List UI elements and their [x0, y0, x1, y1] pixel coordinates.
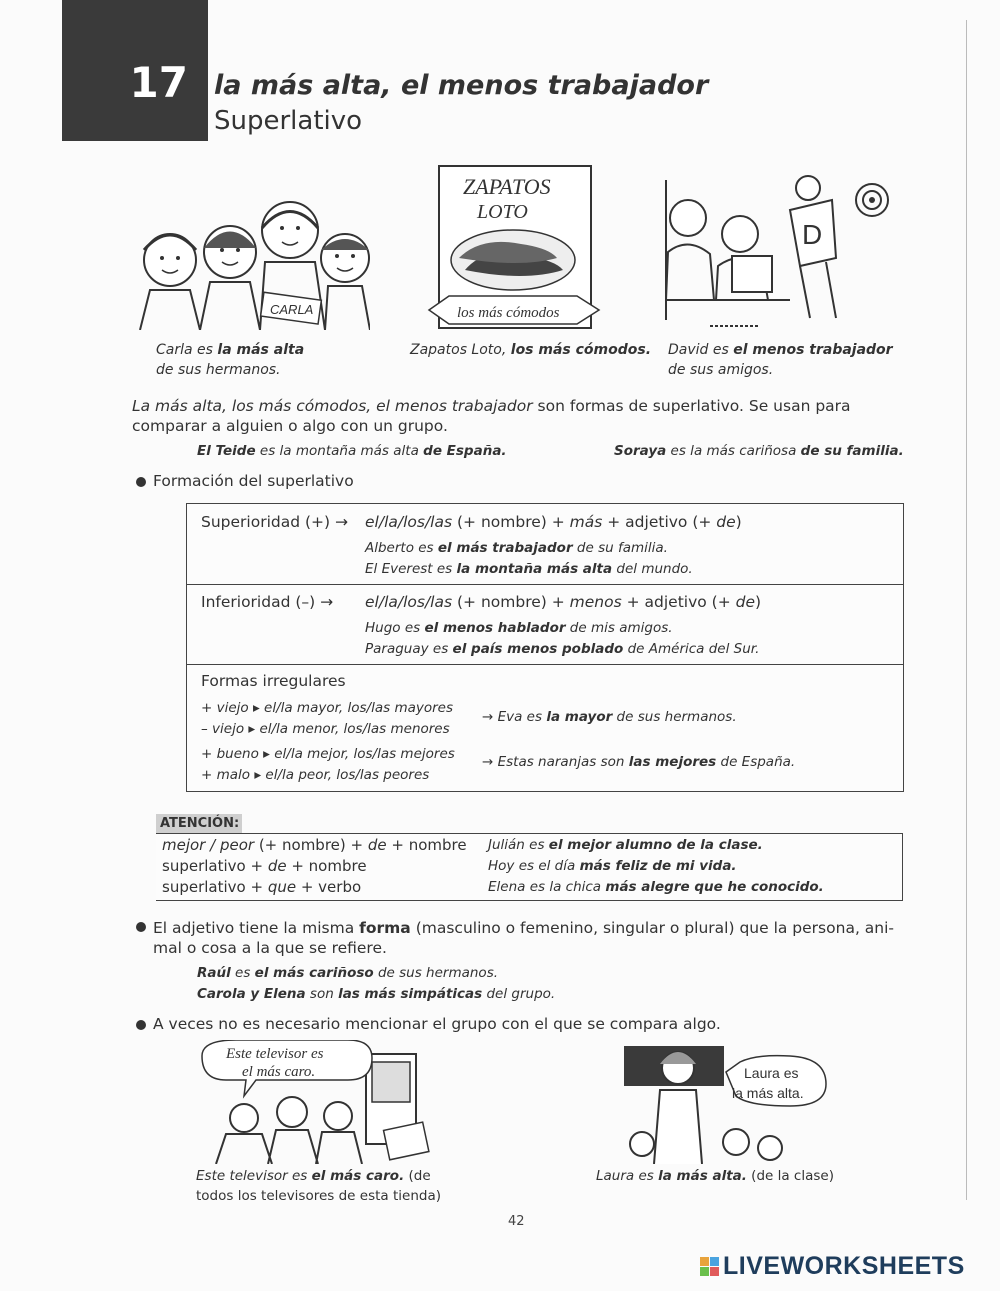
caption-text: David es — [668, 342, 734, 358]
example-bold: más feliz de mi vida. — [579, 858, 737, 874]
shoes-illustration — [425, 160, 603, 332]
chapter-title: la más alta, el menos trabajador — [214, 70, 709, 101]
example-text: Hoy es el día — [488, 858, 580, 874]
example-text: del mundo. — [612, 561, 693, 577]
formula-part: (+ nombre) + — [452, 593, 570, 611]
formula-part: el/la/los/las — [365, 513, 453, 531]
formula-part: ) — [755, 593, 762, 611]
laura-drawing — [620, 1044, 834, 1164]
example-bold: las mejores — [628, 754, 717, 770]
example-text: Hugo es — [365, 620, 425, 636]
caption-text: (de la clase) — [746, 1168, 834, 1184]
example-bold: Raúl — [197, 965, 231, 981]
office-drawing — [660, 170, 900, 332]
page-number: 42 — [508, 1214, 525, 1229]
example-bold: el más cariñoso — [254, 965, 374, 981]
shoes-drawing — [425, 160, 603, 332]
caption-zapatos — [410, 340, 651, 360]
sign-comodos: los más cómodos — [457, 305, 560, 321]
brand-logo — [700, 1252, 965, 1281]
caption-laura — [596, 1166, 834, 1186]
office-illustration — [660, 170, 900, 332]
example-text: Elena es la chica — [488, 879, 606, 895]
example-bold: la montaña más alta — [456, 561, 613, 577]
example-bold: más alegre que he conocido. — [605, 879, 824, 895]
formula-part: más — [569, 513, 603, 531]
caption-tv — [196, 1166, 441, 1206]
row-divider — [187, 584, 903, 585]
rule-part: + verbo — [296, 878, 362, 896]
example-text: → Eva es — [482, 709, 547, 725]
caption-bold: el más caro. — [311, 1168, 405, 1184]
formula-part: el/la/los/las — [365, 593, 453, 611]
tv-illustration — [196, 1040, 448, 1164]
example-text: de mis amigos. — [565, 620, 673, 636]
example-text: → Estas naranjas son — [482, 754, 629, 770]
caption-text: Este televisor es — [196, 1168, 312, 1184]
rule-part: de — [267, 857, 287, 875]
example-bold: Soraya — [614, 443, 667, 459]
example-text: El Everest es — [365, 561, 457, 577]
caption-david — [668, 340, 893, 380]
rule-part: + nombre — [386, 836, 467, 854]
example-text: del grupo. — [482, 986, 556, 1002]
superioridad-formula — [365, 513, 742, 531]
group-paragraph: A veces no es necesario mencionar el grupo con el que se compara algo. — [153, 1015, 721, 1033]
attention-box — [156, 833, 903, 901]
brand-name: LIVEWORKSHEETS — [723, 1252, 965, 1280]
formula-part: ) — [735, 513, 742, 531]
bullet-icon — [136, 477, 146, 487]
formation-table — [186, 503, 904, 792]
rule-part: superlativo + — [162, 878, 268, 896]
formula-part: + adjetivo (+ — [621, 593, 736, 611]
example-bold: El Teide — [197, 443, 256, 459]
irregular-line: + malo ▸ el/la peor, los/las peores — [201, 767, 430, 783]
children-illustration — [130, 190, 370, 330]
row-divider — [187, 664, 903, 665]
chapter-number: 17 — [129, 58, 188, 107]
rule-part: + nombre — [286, 857, 367, 875]
example-text: Alberto es — [365, 540, 438, 556]
caption-text: Zapatos Loto, — [410, 342, 511, 358]
attention-rules — [162, 835, 467, 898]
example-bold: de España. — [423, 443, 507, 459]
example-text: de su familia. — [572, 540, 668, 556]
rule-part: superlativo + — [162, 857, 268, 875]
laura-illustration — [620, 1044, 834, 1164]
rule-part: que — [267, 878, 297, 896]
superioridad-label: Superioridad (+) → — [201, 513, 348, 531]
example-bold: la mayor — [546, 709, 613, 725]
bullet-icon — [136, 922, 146, 932]
example-text: Paraguay es — [365, 641, 453, 657]
example-text: de España. — [716, 754, 796, 770]
irregular-label: Formas irregulares — [201, 672, 346, 690]
formula-part: de — [716, 513, 736, 531]
formula-part: menos — [569, 593, 622, 611]
formula-part: de — [735, 593, 756, 611]
chapter-subtitle: Superlativo — [214, 106, 363, 136]
adjective-paragraph — [153, 918, 905, 958]
rule-part: de — [367, 836, 387, 854]
tv-drawing — [196, 1040, 448, 1164]
brand-logo-icon — [700, 1257, 719, 1276]
caption-carla — [156, 340, 304, 380]
children-drawing — [130, 190, 370, 330]
example-text: es la más cariñosa — [666, 443, 801, 459]
caption-bold: la más alta. — [658, 1168, 747, 1184]
example-text: es — [230, 965, 255, 981]
example-bold: el más trabajador — [437, 540, 573, 556]
example-bold: de su familia. — [800, 443, 904, 459]
example-text: son — [305, 986, 339, 1002]
bullet-icon — [136, 1020, 146, 1030]
tv-bubble-line2: el más caro. — [242, 1064, 316, 1080]
irregular-example-2 — [482, 752, 795, 773]
adjective-text: mal o cosa a la que se refiere. — [153, 939, 387, 957]
caption-text: todos los televisores de esta tienda) — [196, 1188, 441, 1204]
irregular-line: + viejo ▸ el/la mayor, los/las mayores — [201, 700, 454, 716]
example-bold: el país menos poblado — [452, 641, 624, 657]
irregular-example-1 — [482, 707, 737, 728]
formation-heading: Formación del superlativo — [153, 472, 354, 490]
rule-part: mejor / peor — [162, 836, 255, 854]
example-bold: Carola y Elena — [197, 986, 306, 1002]
example-text: de sus hermanos. — [612, 709, 737, 725]
example-text: Julián es — [488, 837, 549, 853]
intro-text: comparar a alguien o algo con un grupo. — [132, 417, 448, 435]
example-bold: el menos hablador — [424, 620, 566, 636]
irregular-forms-2 — [201, 744, 455, 786]
intro-example-2 — [614, 441, 904, 462]
irregular-line: + bueno ▸ el/la mejor, los/las mejores — [201, 746, 455, 762]
adjective-text: El adjetivo tiene la misma — [153, 919, 360, 937]
example-bold: el mejor alumno de la clase. — [548, 837, 763, 853]
rule-part: (+ nombre) + — [254, 836, 368, 854]
caption-text: de sus hermanos. — [156, 362, 281, 378]
caption-bold: la más alta — [217, 342, 305, 358]
chapter-number-block — [62, 0, 208, 141]
irregular-forms-1 — [201, 698, 453, 740]
caption-text: (de — [404, 1168, 431, 1184]
letter-d: D — [802, 219, 823, 250]
formula-part: (+ nombre) + — [452, 513, 570, 531]
example-text: es la montaña más alta — [255, 443, 424, 459]
adjective-text: (masculino o femenino, singular o plural) que la persona, ani- — [410, 919, 895, 937]
tv-bubble-line1: Este televisor es — [226, 1046, 324, 1062]
intro-italic: La más alta, los más cómodos, el menos trabajador — [132, 397, 533, 415]
adjective-bold: forma — [359, 919, 411, 937]
inferioridad-formula — [365, 593, 761, 611]
right-margin-line — [966, 20, 967, 1200]
adjective-examples — [197, 963, 555, 1005]
inferioridad-examples — [365, 618, 759, 660]
sign-zapatos: ZAPATOS — [463, 174, 551, 199]
caption-text: Carla es — [156, 342, 218, 358]
inferioridad-label: Inferioridad (–) → — [201, 593, 334, 611]
attention-examples — [488, 835, 824, 898]
example-bold: las más simpáticas — [338, 986, 483, 1002]
intro-example-1 — [197, 441, 507, 462]
attention-label-text: ATENCIÓN: — [160, 816, 240, 831]
intro-text: son formas de superlativo. Se usan para — [532, 397, 851, 415]
laura-bubble-line2: la más alta. — [732, 1085, 804, 1101]
attention-label — [156, 814, 242, 834]
caption-bold: los más cómodos. — [510, 342, 652, 358]
caption-text: de sus amigos. — [668, 362, 774, 378]
carla-sign-text: CARLA — [270, 302, 314, 317]
irregular-line: – viejo ▸ el/la menor, los/las menores — [201, 721, 450, 737]
example-text: de América del Sur. — [623, 641, 760, 657]
intro-paragraph — [132, 396, 912, 436]
caption-text: Laura es — [596, 1168, 659, 1184]
sign-loto: LOTO — [477, 201, 528, 223]
superioridad-examples — [365, 538, 693, 580]
example-text: de sus hermanos. — [373, 965, 499, 981]
formula-part: + adjetivo (+ — [602, 513, 717, 531]
laura-bubble-line1: Laura es — [744, 1065, 799, 1081]
caption-bold: el menos trabajador — [733, 342, 893, 358]
